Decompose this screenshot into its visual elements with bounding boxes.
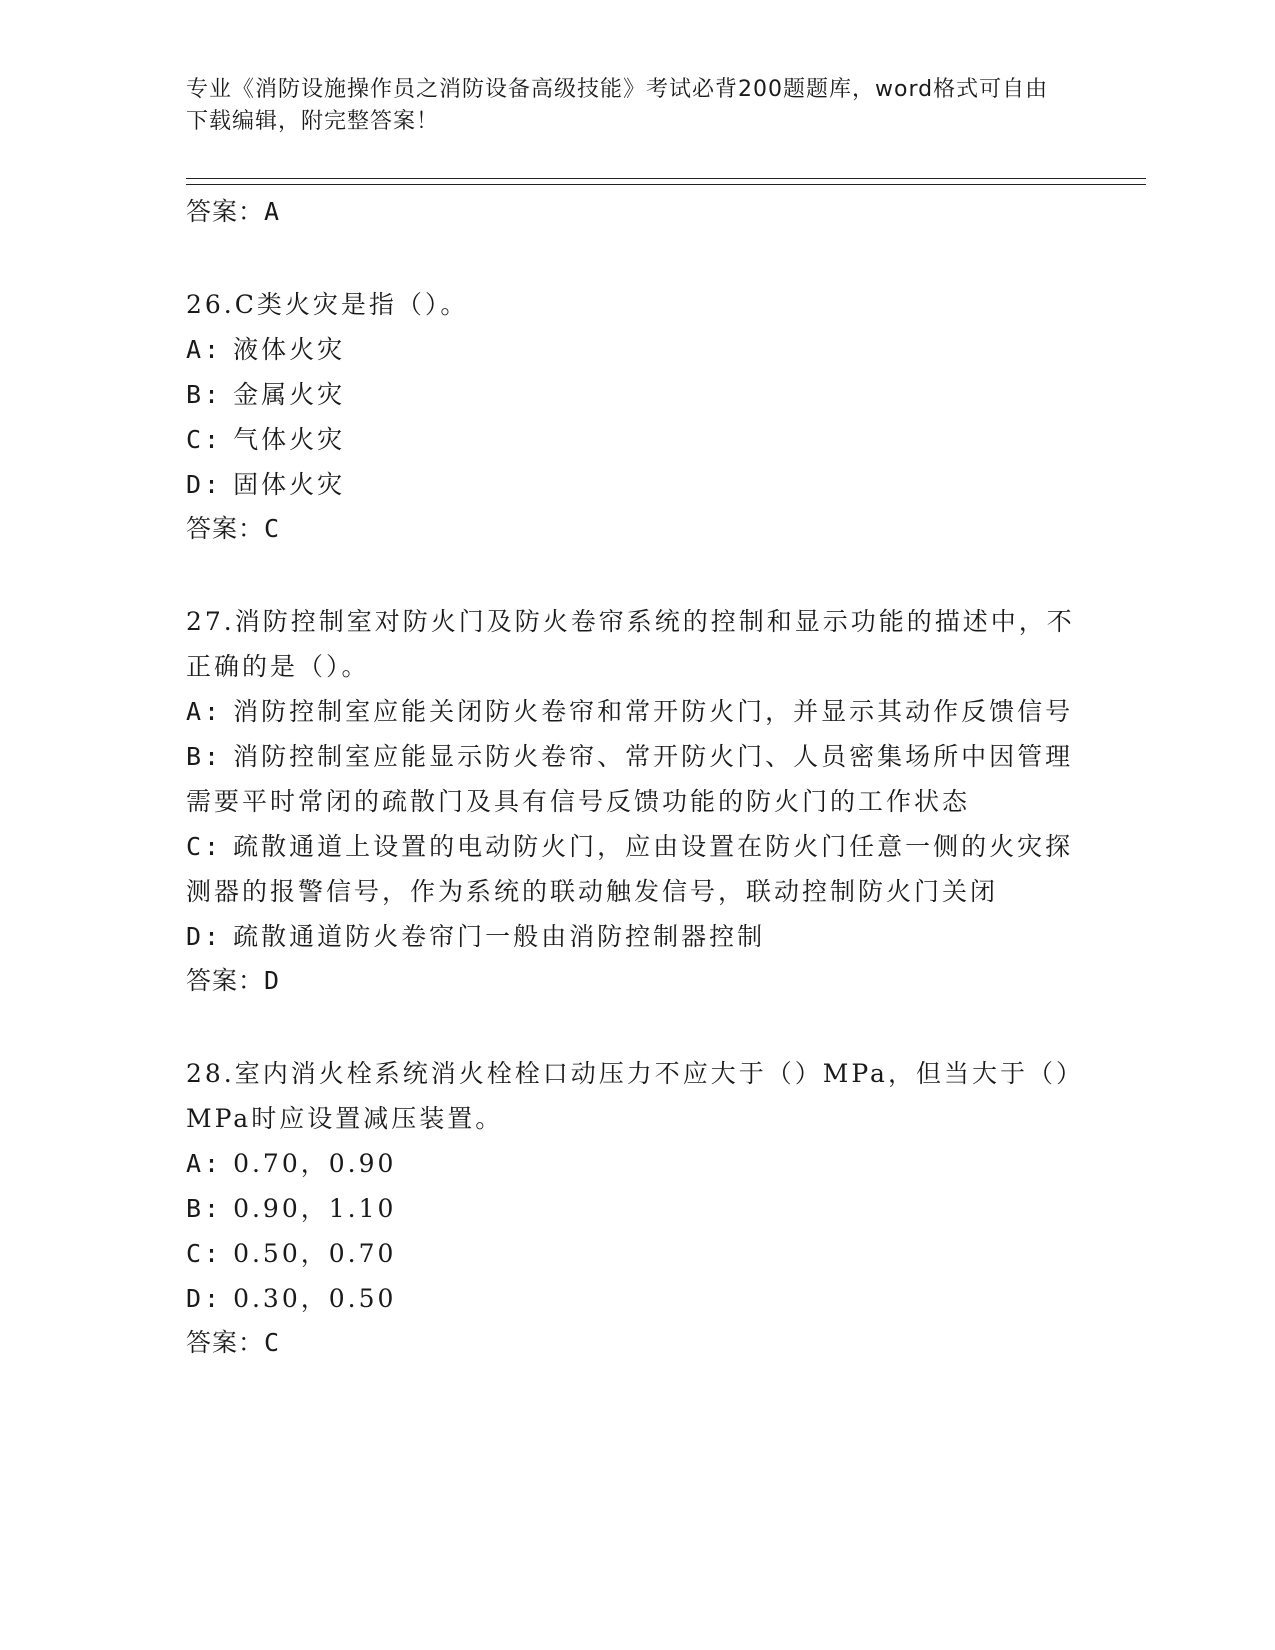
option-text: 消防控制室应能关闭防火卷帘和常开防火门，并显示其动作反馈信号 [233,697,1074,726]
option-text: 金属火灾 [233,380,346,409]
question-stem: 27.消防控制室对防火门及防火卷帘系统的控制和显示功能的描述中，不正确的是（）。 [186,607,1075,681]
option-text: 气体火灾 [233,425,346,454]
option-key: B: [186,380,223,409]
question-stem: 26.C类火灾是指（）。 [186,290,469,319]
option-key: A: [186,697,223,726]
option-key: A: [186,1149,223,1178]
option-b [186,1186,1086,1231]
option-text: 液体火灾 [233,335,346,364]
option-b [186,734,1086,824]
option-key: B: [186,1194,223,1223]
answer-value: C [264,1328,281,1357]
answer-line [186,190,1086,234]
option-a [186,327,1086,372]
option-key: A: [186,335,223,364]
answer-label: 答案： [186,1328,265,1357]
option-key: C: [186,832,223,861]
option-text: 0.90，1.10 [233,1194,397,1223]
answer-value: D [264,966,281,995]
option-text: 0.70，0.90 [233,1149,397,1178]
option-text: 0.50，0.70 [233,1239,397,1268]
option-key: D: [186,922,223,951]
question-stem: 28.室内消火栓系统消火栓栓口动压力不应大于（）MPa，但当大于（）MPa时应设置减压装置。 [186,1059,1084,1133]
answer-line [186,1321,1086,1365]
question-list [186,190,1086,1365]
option-d [186,1276,1086,1321]
option-a [186,1141,1086,1186]
option-key: D: [186,470,223,499]
answer-label: 答案： [186,514,265,543]
answer-line [186,507,1086,551]
option-d [186,914,1086,959]
page-header: 专业《消防设施操作员之消防设备高级技能》考试必背200题题库，word格式可自由下载编辑，附完整答案！ [186,77,1049,134]
answer-line [186,959,1086,1003]
option-text: 消防控制室应能显示防火卷帘、常开防火门、人员密集场所中因管理需要平时常闭的疏散门及具有信号反馈功能的防火门的工作状态 [186,742,1074,816]
option-d [186,462,1086,507]
option-text: 固体火灾 [233,470,346,499]
option-c [186,824,1086,914]
header-divider [186,178,1146,185]
option-a [186,689,1086,734]
option-key: C: [186,425,223,454]
option-c [186,417,1086,462]
option-text: 疏散通道防火卷帘门一般由消防控制器控制 [233,922,766,951]
answer-label: 答案： [186,197,265,226]
question-26 [186,282,1086,551]
question-28 [186,1051,1086,1365]
option-key: C: [186,1239,223,1268]
answer-label: 答案： [186,966,265,995]
option-text: 疏散通道上设置的电动防火门，应由设置在防火门任意一侧的火灾探测器的报警信号，作为系统的联动触发信号，联动控制防火门关闭 [186,832,1074,906]
option-text: 0.30，0.50 [233,1284,397,1313]
option-c [186,1231,1086,1276]
answer-value: A [264,197,281,226]
answer-value: C [264,514,281,543]
question-27 [186,599,1086,1003]
option-key: B: [186,742,223,771]
option-key: D: [186,1284,223,1313]
option-b [186,372,1086,417]
